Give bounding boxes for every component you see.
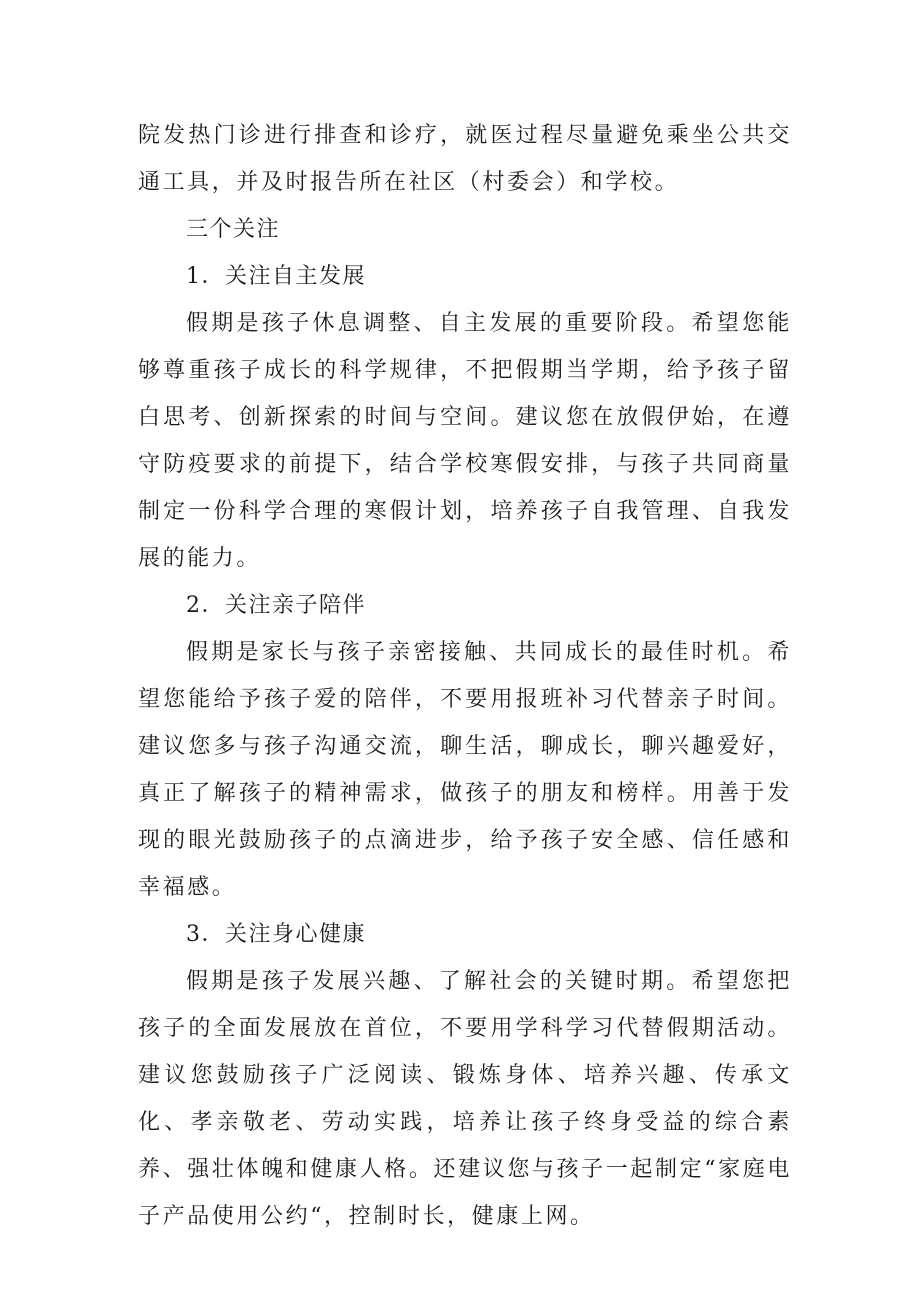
section-title-three-concerns: 三个关注 (186, 217, 281, 242)
document-body (138, 112, 792, 1240)
paragraph-continuation: 院发热门诊进行排查和诊疗，就医过程尽量避免乘坐公共交通工具，并及时报告所在社区（村委会）和学校。 (138, 123, 792, 195)
subheading-parent-child-companionship: 2．关注亲子陪伴 (186, 593, 366, 618)
paragraph-autonomous-development: 假期是孩子休息调整、自主发展的重要阶段。希望您能够尊重孩子成长的科学规律，不把假期当学期，给予孩子留白思考、创新探索的时间与空间。建议您在放假伊始，在遵守防疫要求的前提下，结合学校寒假安排，与孩子共同商量制定一份科学合理的寒假计划，培养孩子自我管理、自我发展的能力。 (138, 311, 792, 571)
paragraph-physical-mental-health: 假期是孩子发展兴趣、了解社会的关键时期。希望您把孩子的全面发展放在首位，不要用学科学习代替假期活动。建议您鼓励孩子广泛阅读、锻炼身体、培养兴趣、传承文化、孝亲敬老、劳动实践，培养让孩子终身受益的综合素养、强壮体魄和健康人格。还建议您与孩子一起制定“家庭电子产品使用公约“，控制时长，健康上网。 (138, 969, 792, 1229)
subheading-physical-mental-health: 3．关注身心健康 (186, 922, 366, 947)
subheading-autonomous-development: 1．关注自主发展 (186, 264, 366, 289)
paragraph-parent-child-companionship: 假期是家长与孩子亲密接触、共同成长的最佳时机。希望您能给予孩子爱的陪伴，不要用报班补习代替亲子时间。建议您多与孩子沟通交流，聊生活，聊成长，聊兴趣爱好，真正了解孩子的精神需求，做孩子的朋友和榜样。用善于发现的眼光鼓励孩子的点滴进步，给予孩子安全感、信任感和幸福感。 (138, 640, 792, 900)
